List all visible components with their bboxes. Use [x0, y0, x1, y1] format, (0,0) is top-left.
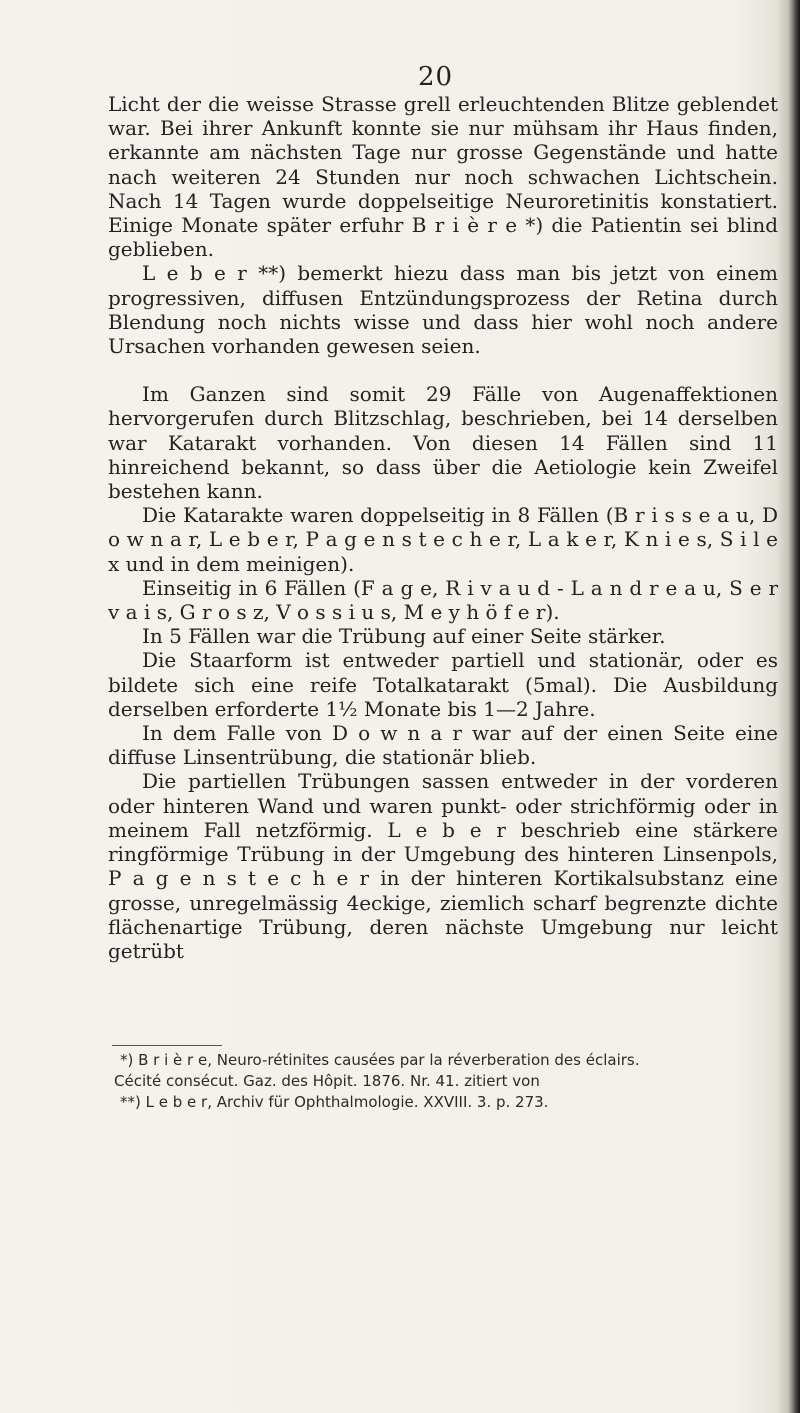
- footnote-2: **) L e b e r, Archiv für Ophthalmologie. XXVIII. 3. p. 273.: [120, 1093, 549, 1111]
- paragraph-3: Im Ganzen sind somit 29 Fälle von Augenaffektionen hervorgerufen durch Blitzschlag, beschrieben, bei 14 derselben war Katarakt vorhanden. Von diesen 14 Fällen sind 11 hinreichend bekannt, so dass über die Aetiologie kein Zweifel bestehen kann.: [108, 382, 778, 504]
- paragraph-4: Die Katarakte waren doppelseitig in 8 Fällen (B r i s s e a u, D o w n a r, L e b e r, P a g e n s t e c h e r, L a k e r, K n i e s, S i l e x und in dem meinigen).: [108, 503, 778, 576]
- paragraph-2: L e b e r **) bemerkt hiezu dass man bis jetzt von einem progressiven, diffusen Entzündungsprozess der Retina durch Blendung noch nichts wisse und dass hier wohl noch andere Ursachen vorhanden gewesen seien.: [108, 261, 778, 359]
- body-text: [108, 92, 778, 963]
- footnote-rule: [112, 1045, 222, 1046]
- paragraph-8: In dem Falle von D o w n a r war auf der einen Seite eine diffuse Linsentrübung, die stationär blieb.: [108, 721, 778, 770]
- paragraph-9: Die partiellen Trübungen sassen entweder in der vorderen oder hinteren Wand und waren punkt- oder strichförmig oder in meinem Fall netzförmig. L e b e r beschrieb eine stärkere ringförmige Trübung in der Umgebung des hinteren Linsenpols, P a g e n s t e c h e r in der hinteren Kortikalsubstanz eine grosse, unregelmässig 4eckige, ziemlich scharf begrenzte dichte flächenartige Trübung, deren nächste Umgebung nur leicht getrübt: [108, 769, 778, 963]
- footnotes: [114, 1050, 770, 1113]
- paragraph-6: In 5 Fällen war die Trübung auf einer Seite stärker.: [142, 624, 666, 649]
- footnote-1-line-1: *) B r i è r e, Neuro-rétinites causées par la réverberation des éclairs.: [120, 1051, 640, 1069]
- paragraph-1: Licht der die weisse Strasse grell erleuchtenden Blitze geblendet war. Bei ihrer Ankunft konnte sie nur mühsam ihr Haus finden, erkannte am nächsten Tage nur grosse Gegenstände und hatte nach weiteren 24 Stunden nur noch schwachen Lichtschein. Nach 14 Tagen wurde doppelseitige Neuroretinitis konstatiert. Einige Monate später erfuhr B r i è r e *) die Patientin sei blind geblieben.: [108, 92, 778, 262]
- paragraph-7: Die Staarform ist entweder partiell und stationär, oder es bildete sich eine reife Totalkatarakt (5mal). Die Ausbildung derselben erforderte 1½ Monate bis 1—2 Jahre.: [108, 648, 778, 721]
- paragraph-5: Einseitig in 6 Fällen (F a g e, R i v a u d - L a n d r e a u, S e r v a i s, G r o s z, V o s s i u s, M e y h ö f e r).: [108, 575, 778, 625]
- page-number: 20: [418, 62, 454, 92]
- page-edge-shadow: [788, 0, 800, 1413]
- footnote-1-line-2: Cécité consécut. Gaz. des Hôpit. 1876. Nr. 41. zitiert von: [114, 1072, 540, 1090]
